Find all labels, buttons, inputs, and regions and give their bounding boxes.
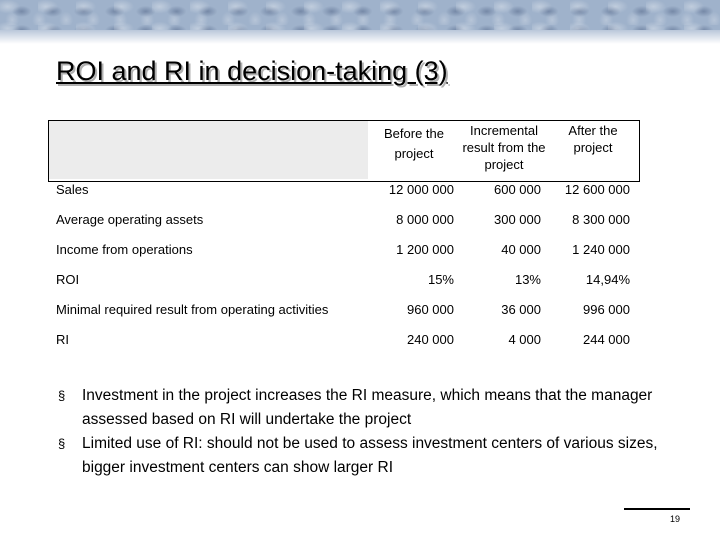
row-label-sales: Sales	[56, 182, 89, 197]
cell-sales-incremental: 600 000	[494, 182, 541, 197]
bullet-text: Investment in the project increases the RI measure, which means that the manager assessed based on RI will undertake the project	[82, 387, 653, 428]
column-header-incremental: Incremental result from the project	[462, 123, 546, 172]
row-label-income-from-operations: Income from operations	[56, 242, 193, 257]
slide-title: ROI and RI in decision-taking (3)	[56, 56, 448, 86]
cell-minimal-after: 996 000	[583, 302, 630, 317]
table-header-blank-cell	[49, 121, 368, 179]
bullet-item	[58, 384, 658, 432]
column-header-before: Before the project	[384, 126, 444, 161]
cell-roi-after: 14,94%	[585, 272, 630, 287]
row-label-minimal-required-result: Minimal required result from operating activities	[56, 302, 329, 317]
cell-assets-before: 8 000 000	[396, 212, 454, 227]
page-number: 19	[670, 514, 681, 524]
header-banner-fade	[0, 30, 720, 44]
cell-assets-after: 8 300 000	[572, 212, 630, 227]
bullet-marker-icon: §	[58, 388, 66, 403]
cell-income-before: 1 200 000	[396, 242, 454, 257]
bullet-text: Limited use of RI: should not be used to assess investment centers of various sizes, bigger investment centers can show larger RI	[82, 435, 658, 476]
row-label-roi: ROI	[56, 272, 80, 287]
bullet-item	[58, 432, 658, 480]
cell-minimal-incremental: 36 000	[501, 302, 541, 317]
bullet-list	[58, 384, 658, 480]
bullet-marker-icon: §	[58, 436, 66, 451]
cell-ri-after: 244 000	[583, 332, 630, 347]
cell-income-after: 1 240 000	[572, 242, 630, 257]
cell-sales-before: 12 000 000	[388, 182, 454, 197]
cell-ri-incremental: 4 000	[508, 332, 541, 347]
cell-income-incremental: 40 000	[501, 242, 541, 257]
cell-ri-before: 240 000	[407, 332, 454, 347]
cell-roi-before: 15%	[427, 272, 454, 287]
cell-roi-incremental: 13%	[514, 272, 541, 287]
cell-assets-incremental: 300 000	[494, 212, 541, 227]
column-header-after: After the project	[568, 123, 618, 155]
cell-sales-after: 12 600 000	[564, 182, 630, 197]
cell-minimal-before: 960 000	[407, 302, 454, 317]
row-label-ri: RI	[56, 332, 69, 347]
row-label-average-operating-assets: Average operating assets	[56, 212, 204, 227]
footer-divider	[624, 508, 690, 510]
